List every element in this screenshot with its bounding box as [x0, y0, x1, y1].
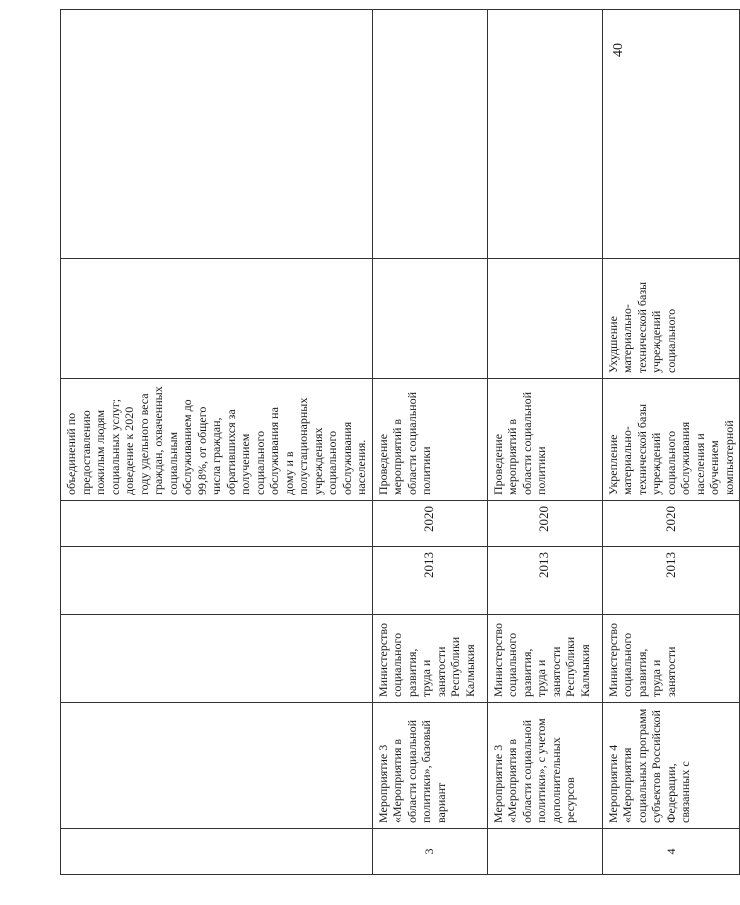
- expected-result-cell: Укрепление материально-технической базы учреждений социального обслуживания населения и обучением компьютерной: [602, 379, 740, 501]
- executor-cell: Министерство социального развития, труда и занятости: [602, 615, 740, 703]
- expected-result-cell: Проведение мероприятий в области социальной политики: [487, 379, 602, 501]
- link-cell: [61, 10, 373, 259]
- row-number-cell: [61, 829, 373, 875]
- consequences-cell: [372, 259, 487, 379]
- end-year-cell: 2020: [602, 501, 740, 547]
- expected-result-cell: Проведение мероприятий в области социальной политики: [372, 379, 487, 501]
- executor-cell: Министерство социального развития, труда и занятости Республики Калмыкия: [372, 615, 487, 703]
- measure-cell: Мероприятие 4 «Мероприятия социальных программ субъектов Российской Федерации, связанных с: [602, 703, 740, 829]
- row-number-cell: 3: [372, 829, 487, 875]
- table-row: [602, 10, 740, 875]
- link-cell: [602, 10, 740, 259]
- start-year-cell: 2013: [602, 547, 740, 615]
- start-year-cell: 2013: [372, 547, 487, 615]
- link-cell: [372, 10, 487, 259]
- measure-cell: Мероприятие 3 «Мероприятия в области социальной политики», базовый вариант: [372, 703, 487, 829]
- start-year-cell: 2013: [487, 547, 602, 615]
- table-row: [487, 10, 602, 875]
- table-row: [372, 10, 487, 875]
- measure-cell: [61, 703, 373, 829]
- row-number-cell: 4: [602, 829, 740, 875]
- measure-cell: Мероприятие 3 «Мероприятия в области социальной политики», с учетом дополнительных ресурсов: [487, 703, 602, 829]
- executor-cell: Министерство социального развития, труда и занятости Республики Калмыкия: [487, 615, 602, 703]
- consequences-cell: [487, 259, 602, 379]
- end-year-cell: 2020: [487, 501, 602, 547]
- expected-result-cell: объединений по предоставлению пожилым людям социальных услуг; доведение к 2020 году удельного веса граждан, охваченных социальным обслуживанием до 99,8%, от общего числа граждан, обратившихся за получением социального обслуживания на дому и в полустационарных учреждениях социального обслуживания населения.: [61, 379, 373, 501]
- link-cell: [487, 10, 602, 259]
- measures-table: [60, 9, 740, 875]
- consequences-cell: [61, 259, 373, 379]
- row-number-cell: [487, 829, 602, 875]
- consequences-cell: Ухудшение материально-технической базы учреждений социального: [602, 259, 740, 379]
- start-year-cell: [61, 547, 373, 615]
- end-year-cell: 2020: [372, 501, 487, 547]
- executor-cell: [61, 615, 373, 703]
- end-year-cell: [61, 501, 373, 547]
- table-row: [61, 10, 373, 875]
- page-number-text: 40: [611, 43, 626, 57]
